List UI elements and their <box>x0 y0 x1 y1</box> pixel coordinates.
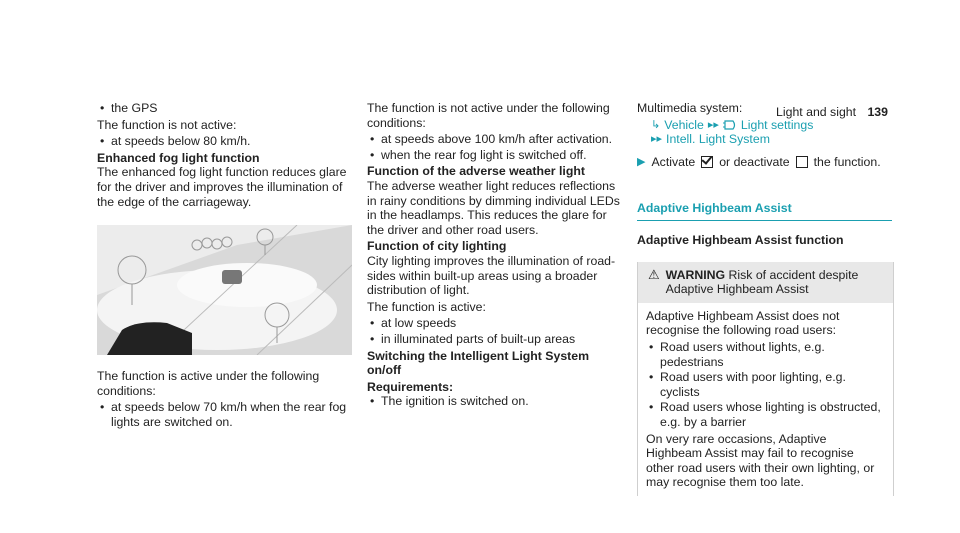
bullet-list <box>97 101 352 116</box>
menu-arrow-icon: ↳ <box>651 118 661 131</box>
action-function: the function. <box>813 154 881 169</box>
list-item: • Road users with poor lighting, e.g. cyclists <box>646 370 885 399</box>
warning-body <box>638 303 893 496</box>
warning-label: WARNING <box>665 267 726 282</box>
column-2 <box>367 101 622 411</box>
list-item: • the GPS <box>97 101 352 116</box>
paragraph: The function is not active under the following conditions: <box>367 101 610 130</box>
chevron-right-icon: ▸▸ <box>707 118 719 131</box>
list-item: • at speeds above 100 km/h after activation. <box>367 132 622 147</box>
column-3 <box>637 101 892 496</box>
section-title: Adaptive Highbeam Assist <box>637 201 892 221</box>
menu-path-line <box>637 118 892 133</box>
fog-light-illustration <box>97 225 352 355</box>
heading-enhanced-fog: Enhanced fog light function <box>97 150 260 165</box>
checkbox-checked-icon <box>701 156 713 168</box>
bullet-list <box>97 134 352 149</box>
menu-path <box>637 118 892 147</box>
oncoming-car <box>222 270 242 284</box>
list-item: • when the rear fog light is switched off. <box>367 148 622 163</box>
section-name: Light and sight <box>776 105 857 119</box>
warning-text: Risk of accident despite Adaptive Highbeam Assist <box>665 267 859 297</box>
light-beam-centre <box>177 263 317 307</box>
checkbox-empty-icon <box>796 156 808 168</box>
warning-box <box>637 262 894 496</box>
paragraph: The function is not active: <box>97 117 237 132</box>
paragraph: The enhanced fog light function reduces glare for the driver and improves the illumination of the edge of the carriageway. <box>97 165 347 209</box>
list-item: • at low speeds <box>367 316 622 331</box>
light-settings-icon <box>723 119 737 131</box>
warning-header <box>638 262 893 303</box>
column-1 <box>97 101 352 432</box>
subsection-title: Adaptive Highbeam Assist function <box>637 232 844 247</box>
list-item: • at speeds below 80 km/h. <box>97 134 352 149</box>
action-deactivate: or deactivate <box>719 154 790 169</box>
heading-requirements: Requirements: <box>367 379 454 394</box>
heading-adverse-weather: Function of the adverse weather light <box>367 164 585 179</box>
heading-switching: Switching the Intelligent Light System on/off <box>367 348 590 378</box>
list-item: • Road users whose lighting is obstructed, e.g. by a barrier <box>646 400 885 429</box>
list-item: • in illuminated parts of built-up areas <box>367 332 622 347</box>
paragraph: On very rare occasions, Adaptive Highbeam Assist may fail to recognise other road users with their own lighting, or may recognise them too late. <box>646 431 875 490</box>
paragraph: Adaptive Highbeam Assist does not recognise the following road users: <box>646 308 840 338</box>
list-item: • at speeds below 70 km/h when the rear fog lights are switched on. <box>97 400 352 429</box>
menu-intell-light: Intell. Light System <box>666 132 770 147</box>
bullet-list <box>97 400 352 429</box>
bullet-list <box>367 394 622 409</box>
list-item: • The ignition is switched on. <box>367 394 622 409</box>
menu-path-line <box>637 132 892 147</box>
warning-text-wrap <box>666 268 887 297</box>
warning-triangle-icon: ⚠ <box>648 266 660 282</box>
bullet-list <box>646 340 885 430</box>
chevron-right-icon: ▸▸ <box>651 133 663 146</box>
action-step <box>637 155 892 170</box>
list-item: • Road users without lights, e.g. pedestrians <box>646 340 885 369</box>
paragraph: The function is active under the following conditions: <box>97 369 320 398</box>
paragraph: The function is active: <box>367 299 486 314</box>
paragraph: The adverse weather light reduces reflections in rainy conditions by dimming individual LEDs in the headlamps. This reduces the glare for the driver and other road users. <box>367 178 620 237</box>
action-activate: Activate <box>651 154 696 169</box>
menu-vehicle: Vehicle <box>664 117 704 132</box>
menu-light-settings: Light settings <box>740 117 814 132</box>
heading-city-lighting: Function of city lighting <box>367 239 507 254</box>
paragraph: City lighting improves the illumination of road-sides within built-up areas using a broader distribution of light. <box>367 253 616 298</box>
action-triangle-icon: ▶ <box>637 155 646 168</box>
page-number: 139 <box>867 105 888 119</box>
paragraph: Multimedia system: <box>637 101 743 115</box>
bullet-list <box>367 132 622 162</box>
bullet-list <box>367 316 622 346</box>
